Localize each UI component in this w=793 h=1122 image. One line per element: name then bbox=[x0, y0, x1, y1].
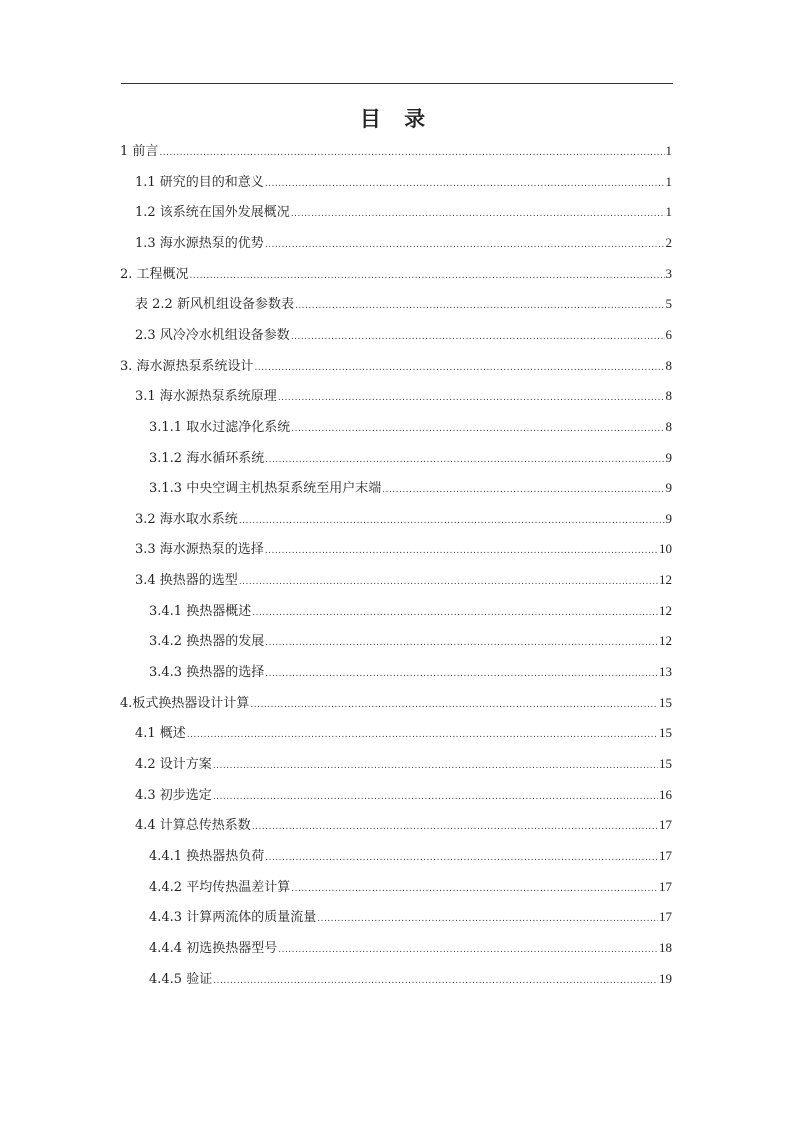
toc-entry[interactable] bbox=[135, 568, 672, 592]
dot-leader bbox=[190, 264, 665, 288]
toc-entry[interactable] bbox=[120, 262, 672, 286]
toc-entry-page: 12 bbox=[659, 633, 672, 649]
toc-entry-label: 3.3 海水源热泵的选择 bbox=[135, 542, 264, 558]
toc-entry[interactable] bbox=[120, 354, 672, 378]
toc-entry-label: 4.1 概述 bbox=[135, 726, 186, 742]
toc-entry-page: 8 bbox=[665, 388, 672, 404]
toc-entry-label: 表 2.2 新风机组设备参数表 bbox=[135, 297, 294, 313]
toc-entry-label: 3.1 海水源热泵系统原理 bbox=[135, 389, 277, 405]
dot-leader bbox=[250, 693, 658, 717]
dot-leader bbox=[291, 417, 664, 441]
toc-entry-page: 9 bbox=[665, 480, 672, 496]
toc-entry-label: 1.1 研究的目的和意义 bbox=[135, 174, 264, 190]
toc-entry-page: 5 bbox=[665, 296, 672, 312]
toc-entry-label: 3.4.1 换热器概述 bbox=[149, 603, 252, 619]
dot-leader bbox=[213, 785, 658, 809]
toc-entry-page: 1 bbox=[665, 143, 672, 158]
dot-leader bbox=[265, 631, 658, 655]
toc-entry[interactable] bbox=[135, 721, 672, 745]
toc-entry[interactable] bbox=[135, 231, 672, 255]
dot-leader bbox=[265, 539, 658, 563]
dot-leader bbox=[265, 846, 658, 870]
toc-entry[interactable] bbox=[135, 384, 672, 408]
toc-entry-page: 15 bbox=[659, 694, 672, 710]
toc-entry-label: 3.1.2 海水循环系统 bbox=[149, 450, 265, 466]
toc-entry-page: 12 bbox=[659, 572, 672, 588]
toc-entry-page: 10 bbox=[659, 541, 672, 557]
toc-entry-label: 1.3 海水源热泵的优势 bbox=[135, 235, 264, 251]
dot-leader bbox=[291, 325, 665, 349]
toc-entry-label: 3.4 换热器的选型 bbox=[135, 573, 238, 589]
toc-entry-label: 4.4.1 换热器热负荷 bbox=[149, 848, 265, 864]
toc-entry[interactable] bbox=[149, 599, 672, 623]
dot-leader bbox=[265, 172, 665, 196]
toc-entry[interactable] bbox=[120, 691, 672, 715]
toc-entry[interactable] bbox=[149, 875, 672, 899]
toc-entry-page: 6 bbox=[665, 326, 672, 342]
toc-entry-page: 2 bbox=[665, 234, 672, 250]
toc-entry-label: 4.4.5 验证 bbox=[149, 971, 213, 987]
dot-leader bbox=[187, 723, 658, 747]
toc-entry-page: 18 bbox=[659, 939, 672, 955]
toc-entry[interactable] bbox=[135, 783, 672, 807]
toc-entry-page: 9 bbox=[665, 510, 672, 526]
dot-leader bbox=[213, 969, 658, 993]
toc-entry[interactable] bbox=[149, 905, 672, 929]
toc-entry[interactable] bbox=[149, 660, 672, 684]
toc-entry[interactable] bbox=[135, 200, 672, 224]
dot-leader bbox=[265, 448, 664, 472]
dot-leader bbox=[252, 601, 658, 625]
toc-entry[interactable] bbox=[135, 752, 672, 776]
dot-leader bbox=[278, 938, 658, 962]
toc-entry-page: 17 bbox=[659, 817, 672, 833]
toc-entry-label: 3.2 海水取水系统 bbox=[135, 511, 238, 527]
toc-title: 目 录 bbox=[359, 106, 434, 131]
toc-entry[interactable] bbox=[135, 323, 672, 347]
toc-entry-label: 4.3 初步选定 bbox=[135, 787, 212, 803]
toc-entry-label: 4.板式换热器设计计算 bbox=[120, 695, 250, 711]
toc-entry[interactable] bbox=[135, 813, 672, 837]
toc-entry-page: 1 bbox=[665, 204, 672, 220]
dot-leader bbox=[265, 233, 665, 257]
toc-entry-label: 4.2 设计方案 bbox=[135, 757, 212, 772]
toc-entry-label: 4.4 计算总传热系数 bbox=[135, 818, 251, 834]
toc-entry-label: 4.4.4 初选换热器型号 bbox=[149, 940, 278, 956]
toc-entry-page: 17 bbox=[659, 909, 672, 925]
toc-entry[interactable] bbox=[149, 476, 672, 500]
toc-entry-label: 4.4.2 平均传热温差计算 bbox=[149, 879, 291, 895]
toc-entry[interactable] bbox=[135, 292, 672, 316]
toc-entry-page: 8 bbox=[665, 418, 672, 434]
dot-leader bbox=[239, 509, 665, 533]
toc-entry-page: 9 bbox=[665, 449, 672, 465]
toc-entry[interactable] bbox=[135, 507, 672, 531]
dot-leader bbox=[295, 294, 665, 318]
dot-leader bbox=[239, 570, 658, 594]
dot-leader bbox=[317, 907, 658, 931]
toc-entry[interactable] bbox=[149, 415, 672, 439]
toc-entry-label: 3.1.1 取水过滤净化系统 bbox=[149, 419, 291, 435]
toc-entry-page: 13 bbox=[659, 664, 672, 680]
toc-entry-page: 17 bbox=[659, 847, 672, 863]
toc-entry[interactable] bbox=[149, 967, 672, 991]
toc-entry-page: 15 bbox=[659, 725, 672, 741]
dot-leader bbox=[213, 754, 658, 778]
toc-entry-label: 3.1.3 中央空调主机热泵系统至用户末端 bbox=[149, 481, 382, 497]
toc-entry[interactable] bbox=[149, 629, 672, 653]
toc-entry-label: 4.4.3 计算两流体的质量流量 bbox=[149, 910, 317, 926]
toc-entry[interactable] bbox=[120, 139, 672, 163]
toc-entry-page: 3 bbox=[665, 265, 672, 281]
header-rule bbox=[121, 83, 673, 84]
toc-entry-label: 3.4.2 换热器的发展 bbox=[149, 634, 265, 650]
toc-entry-page: 12 bbox=[659, 602, 672, 618]
dot-leader bbox=[265, 662, 658, 686]
dot-leader bbox=[252, 815, 658, 839]
toc-entry-label: 3. 海水源热泵系统设计 bbox=[120, 358, 254, 374]
toc-entry-label: 2.3 风冷冷水机组设备参数 bbox=[135, 327, 290, 343]
dot-leader bbox=[159, 141, 664, 165]
toc-entry-label: 1 前言 bbox=[120, 144, 159, 159]
dot-leader bbox=[291, 202, 665, 226]
toc-entry-page: 16 bbox=[659, 786, 672, 802]
toc-entry-label: 2. 工程概况 bbox=[120, 266, 189, 282]
toc-entry-page: 17 bbox=[659, 878, 672, 894]
dot-leader bbox=[291, 877, 658, 901]
toc-entry[interactable] bbox=[135, 537, 672, 561]
toc-entry-label: 3.4.3 换热器的选择 bbox=[149, 665, 265, 681]
toc-entry[interactable] bbox=[149, 844, 672, 868]
dot-leader bbox=[255, 356, 665, 380]
dot-leader bbox=[278, 386, 665, 410]
toc-entry-page: 1 bbox=[665, 173, 672, 189]
toc-entry-page: 15 bbox=[659, 756, 672, 771]
toc-entry[interactable] bbox=[149, 446, 672, 470]
toc-entry-label: 1.2 该系统在国外发展概况 bbox=[135, 205, 290, 221]
toc-entry-page: 8 bbox=[665, 357, 672, 373]
toc-entry[interactable] bbox=[149, 936, 672, 960]
toc-entry-page: 19 bbox=[659, 970, 672, 986]
dot-leader bbox=[382, 478, 664, 502]
toc-entry[interactable] bbox=[135, 170, 672, 194]
